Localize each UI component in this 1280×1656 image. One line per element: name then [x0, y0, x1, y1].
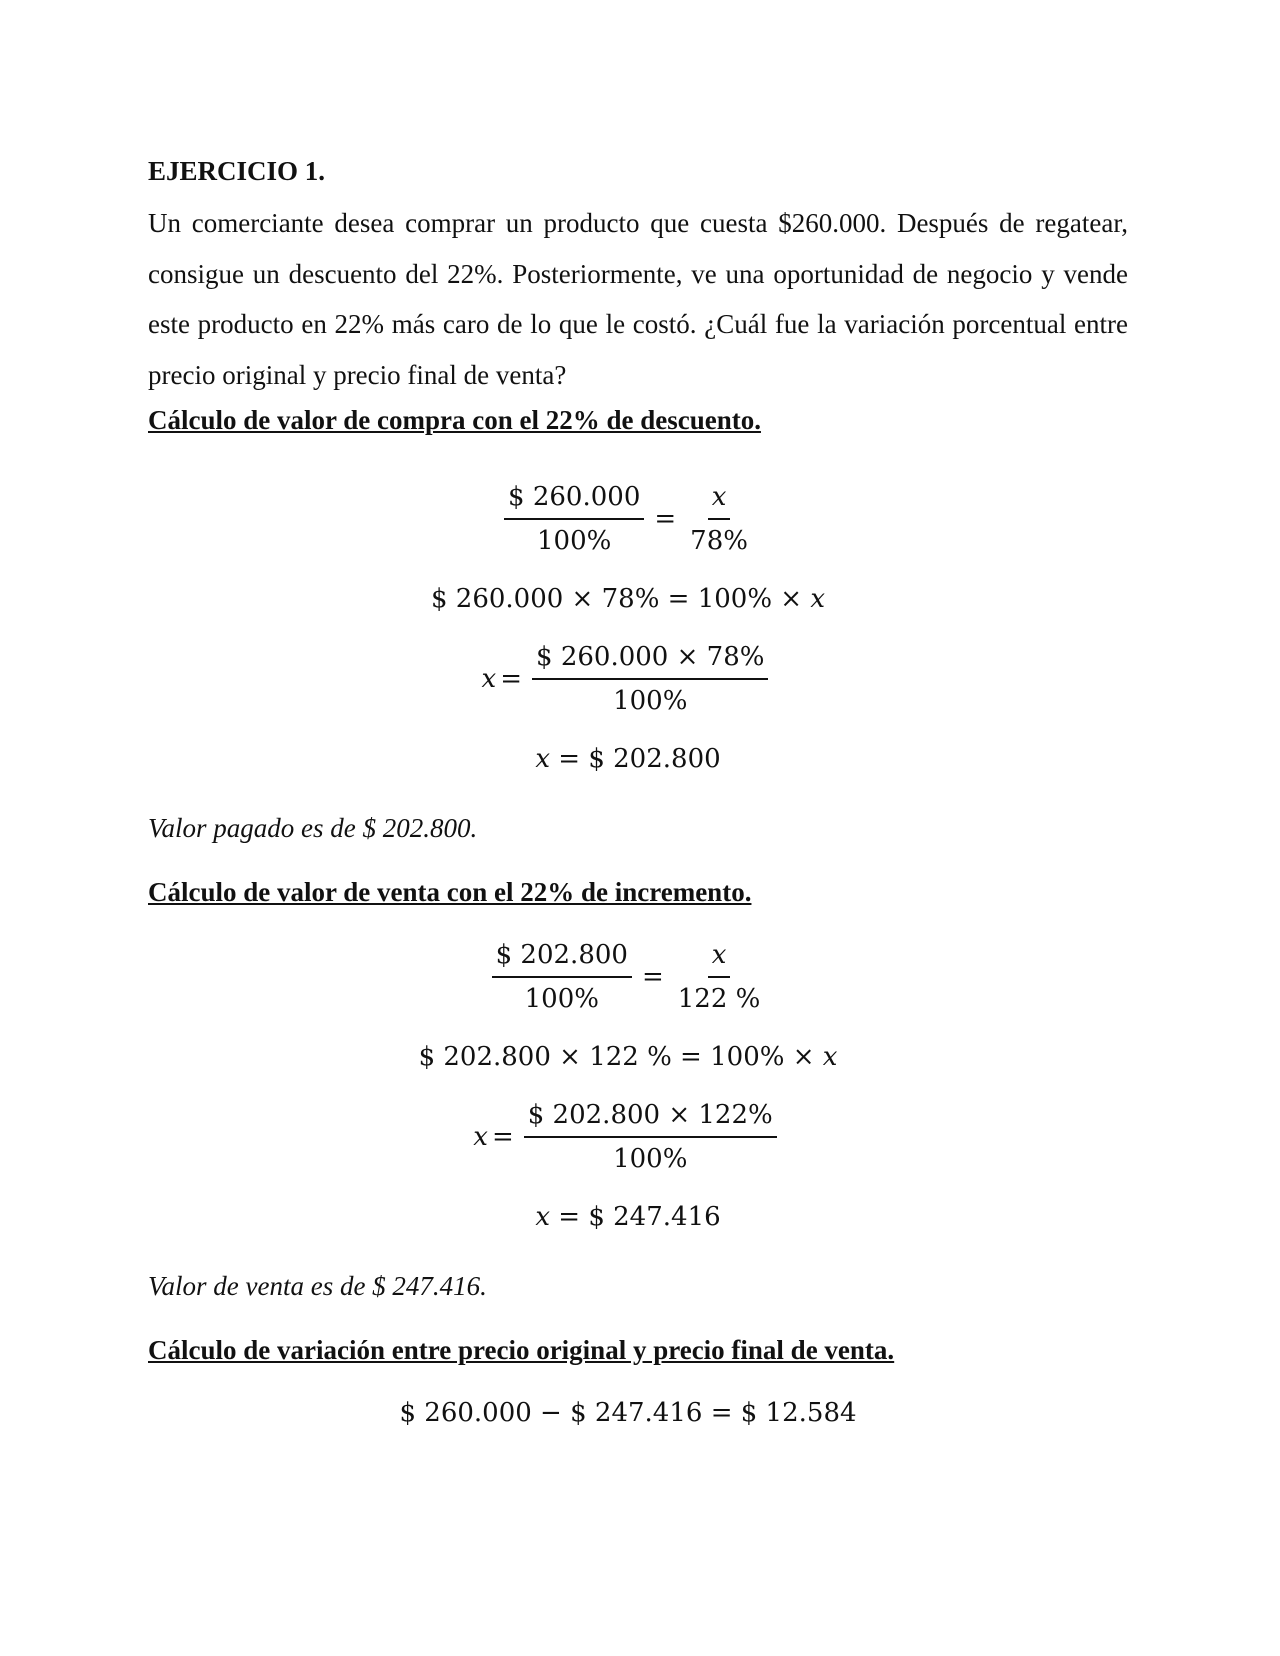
equation-solve-purchase [138, 642, 1118, 716]
equation-variable: x [810, 584, 826, 614]
fraction-numerator: x [708, 482, 731, 520]
equals-sign: = [641, 962, 664, 992]
equals-sign: = [491, 1122, 514, 1152]
exercise-title: EJERCICIO 1. [148, 156, 326, 186]
equation-text: $ 260.000 × 78% = 100% × [430, 584, 811, 614]
fraction-denominator: 100% [537, 526, 612, 556]
fraction-left [504, 482, 644, 556]
equation-variable: x [535, 744, 551, 774]
equation-text: = $ 247.416 [558, 1202, 721, 1232]
equation-text: $ 260.000 − $ 247.416 = $ 12.584 [399, 1398, 857, 1428]
fraction-numerator: $ 260.000 [504, 482, 644, 520]
section-heading-purchase: Cálculo de valor de compra con el 22% de descuento. [148, 405, 761, 435]
equation-variable: x [473, 1122, 488, 1152]
result-statement-sale: Valor de venta es de $ 247.416. [148, 1271, 487, 1301]
fraction-denominator: 78% [690, 526, 748, 556]
equation-result-sale [138, 1202, 1118, 1232]
fraction-numerator: $ 202.800 [492, 940, 632, 978]
equation-text: = $ 202.800 [558, 744, 721, 774]
document-page [148, 140, 1128, 1428]
equation-solve-sale [138, 1100, 1118, 1174]
fraction-numerator: x [708, 940, 731, 978]
fraction-right [674, 940, 765, 1014]
equation-cross-multiply-sale [138, 1042, 1118, 1072]
section-heading-sale: Cálculo de valor de venta con el 22% de incremento. [148, 877, 752, 907]
equation-text: $ 202.800 × 122 % = 100% × [418, 1042, 823, 1072]
equation-variable: x [481, 664, 497, 694]
equation-cross-multiply-purchase [138, 584, 1118, 614]
fraction [524, 1100, 777, 1174]
fraction-denominator: 100% [524, 984, 599, 1014]
equation-variable: x [822, 1042, 838, 1072]
fraction-numerator: $ 202.800 × 122% [524, 1100, 777, 1138]
equation-proportion-purchase [138, 482, 1118, 556]
fraction [532, 642, 768, 716]
equation-variable: x [535, 1202, 551, 1232]
fraction-right [686, 482, 752, 556]
result-statement-purchase: Valor pagado es de $ 202.800. [148, 813, 478, 843]
problem-statement: Un comerciante desea comprar un producto que cuesta $260.000. Después de regatear, consigue un descuento del 22%. Posteriormente, ve una oportunidad de negocio y vende este producto en 22% más caro de lo que le costó. ¿Cuál fue la variación porcentual entre precio original y precio final de venta? [148, 208, 1128, 390]
equation-proportion-sale [138, 940, 1118, 1014]
equals-sign: = [500, 664, 523, 694]
fraction-denominator: 100% [613, 1144, 688, 1174]
equals-sign: = [654, 504, 677, 534]
equation-result-purchase [138, 744, 1118, 774]
fraction-numerator: $ 260.000 × 78% [532, 642, 768, 680]
section-heading-variation: Cálculo de variación entre precio original y precio final de venta. [148, 1335, 895, 1365]
equation-variation [138, 1398, 1118, 1428]
fraction-denominator: 122 % [677, 984, 761, 1014]
fraction-left [492, 940, 632, 1014]
fraction-denominator: 100% [613, 686, 688, 716]
